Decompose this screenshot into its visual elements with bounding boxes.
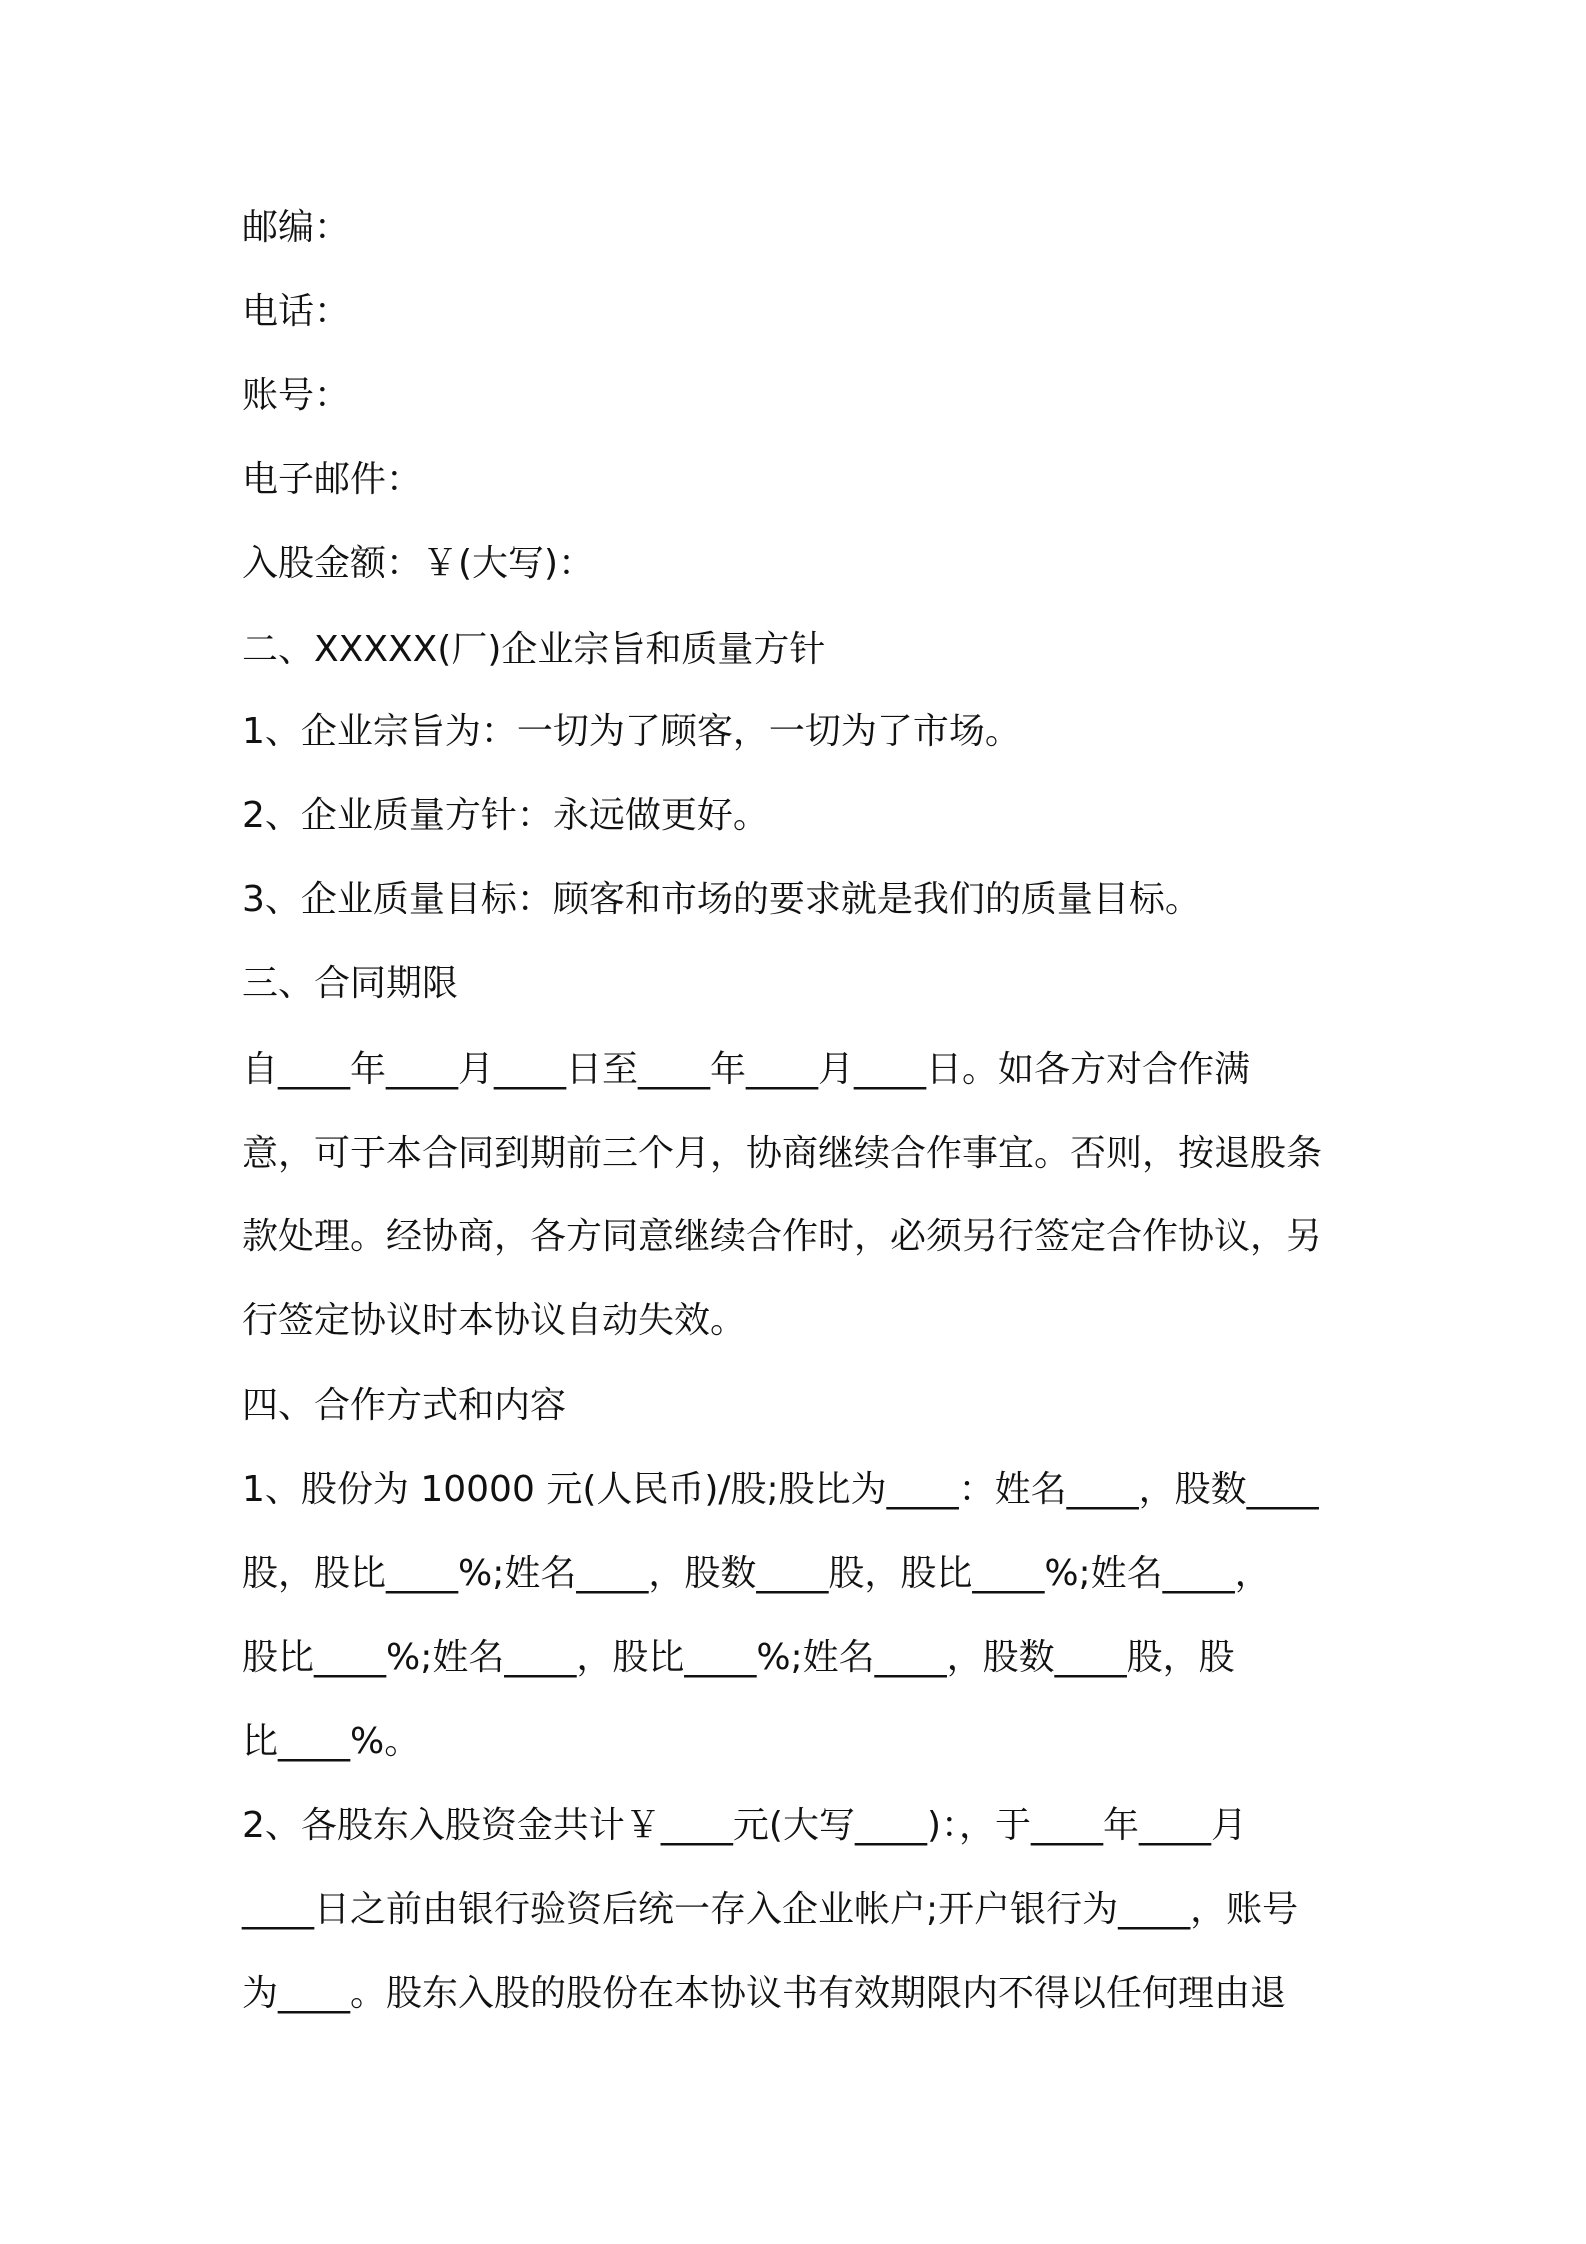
purpose-item-2: 2、企业质量方针：永远做更好。 <box>242 795 769 836</box>
term-paragraph-line-2: 意，可于本合同到期前三个月，协商继续合作事宜。否则，按退股条 <box>242 1133 1323 1174</box>
shares-paragraph-line-1: 1、股份为 10000 元(人民币)/股;股比为____：姓名____，股数____ <box>242 1469 1319 1510</box>
capital-paragraph-line-1: 2、各股东入股资金共计￥____元(大写____)：，于____年____月 <box>242 1805 1247 1846</box>
section-heading-cooperation: 四、合作方式和内容 <box>242 1385 567 1426</box>
shares-paragraph-line-2: 股，股比____%;姓名____，股数____股，股比____%;姓名____， <box>242 1553 1271 1594</box>
term-paragraph-line-1: 自____年____月____日至____年____月____日。如各方对合作满 <box>242 1049 1251 1090</box>
capital-paragraph-line-2: ____日之前由银行验资后统一存入企业帐户;开户银行为____，账号 <box>242 1889 1299 1930</box>
account-line: 账号： <box>242 375 351 416</box>
postcode-line: 邮编： <box>242 207 351 248</box>
capital-paragraph-line-3: 为____。股东入股的股份在本协议书有效期限内不得以任何理由退 <box>242 1973 1287 2014</box>
shares-paragraph-line-4: 比____%。 <box>242 1721 421 1762</box>
email-line: 电子邮件： <box>242 459 423 500</box>
term-paragraph-line-3: 款处理。经协商，各方同意继续合作时，必须另行签定合作协议，另 <box>242 1216 1323 1257</box>
section-heading-purpose: 二、XXXXX(厂)企业宗旨和质量方针 <box>242 629 826 670</box>
investment-amount-line: 入股金额：￥(大写)： <box>242 543 595 584</box>
shares-paragraph-line-3: 股比____%;姓名____，股比____%;姓名____，股数____股，股 <box>242 1637 1235 1678</box>
purpose-item-3: 3、企业质量目标：顾客和市场的要求就是我们的质量目标。 <box>242 879 1201 920</box>
phone-line: 电话： <box>242 291 351 332</box>
purpose-item-1: 1、企业宗旨为：一切为了顾客，一切为了市场。 <box>242 711 1021 752</box>
section-heading-term: 三、合同期限 <box>242 963 459 1004</box>
term-paragraph-line-4: 行签定协议时本协议自动失效。 <box>242 1300 747 1341</box>
